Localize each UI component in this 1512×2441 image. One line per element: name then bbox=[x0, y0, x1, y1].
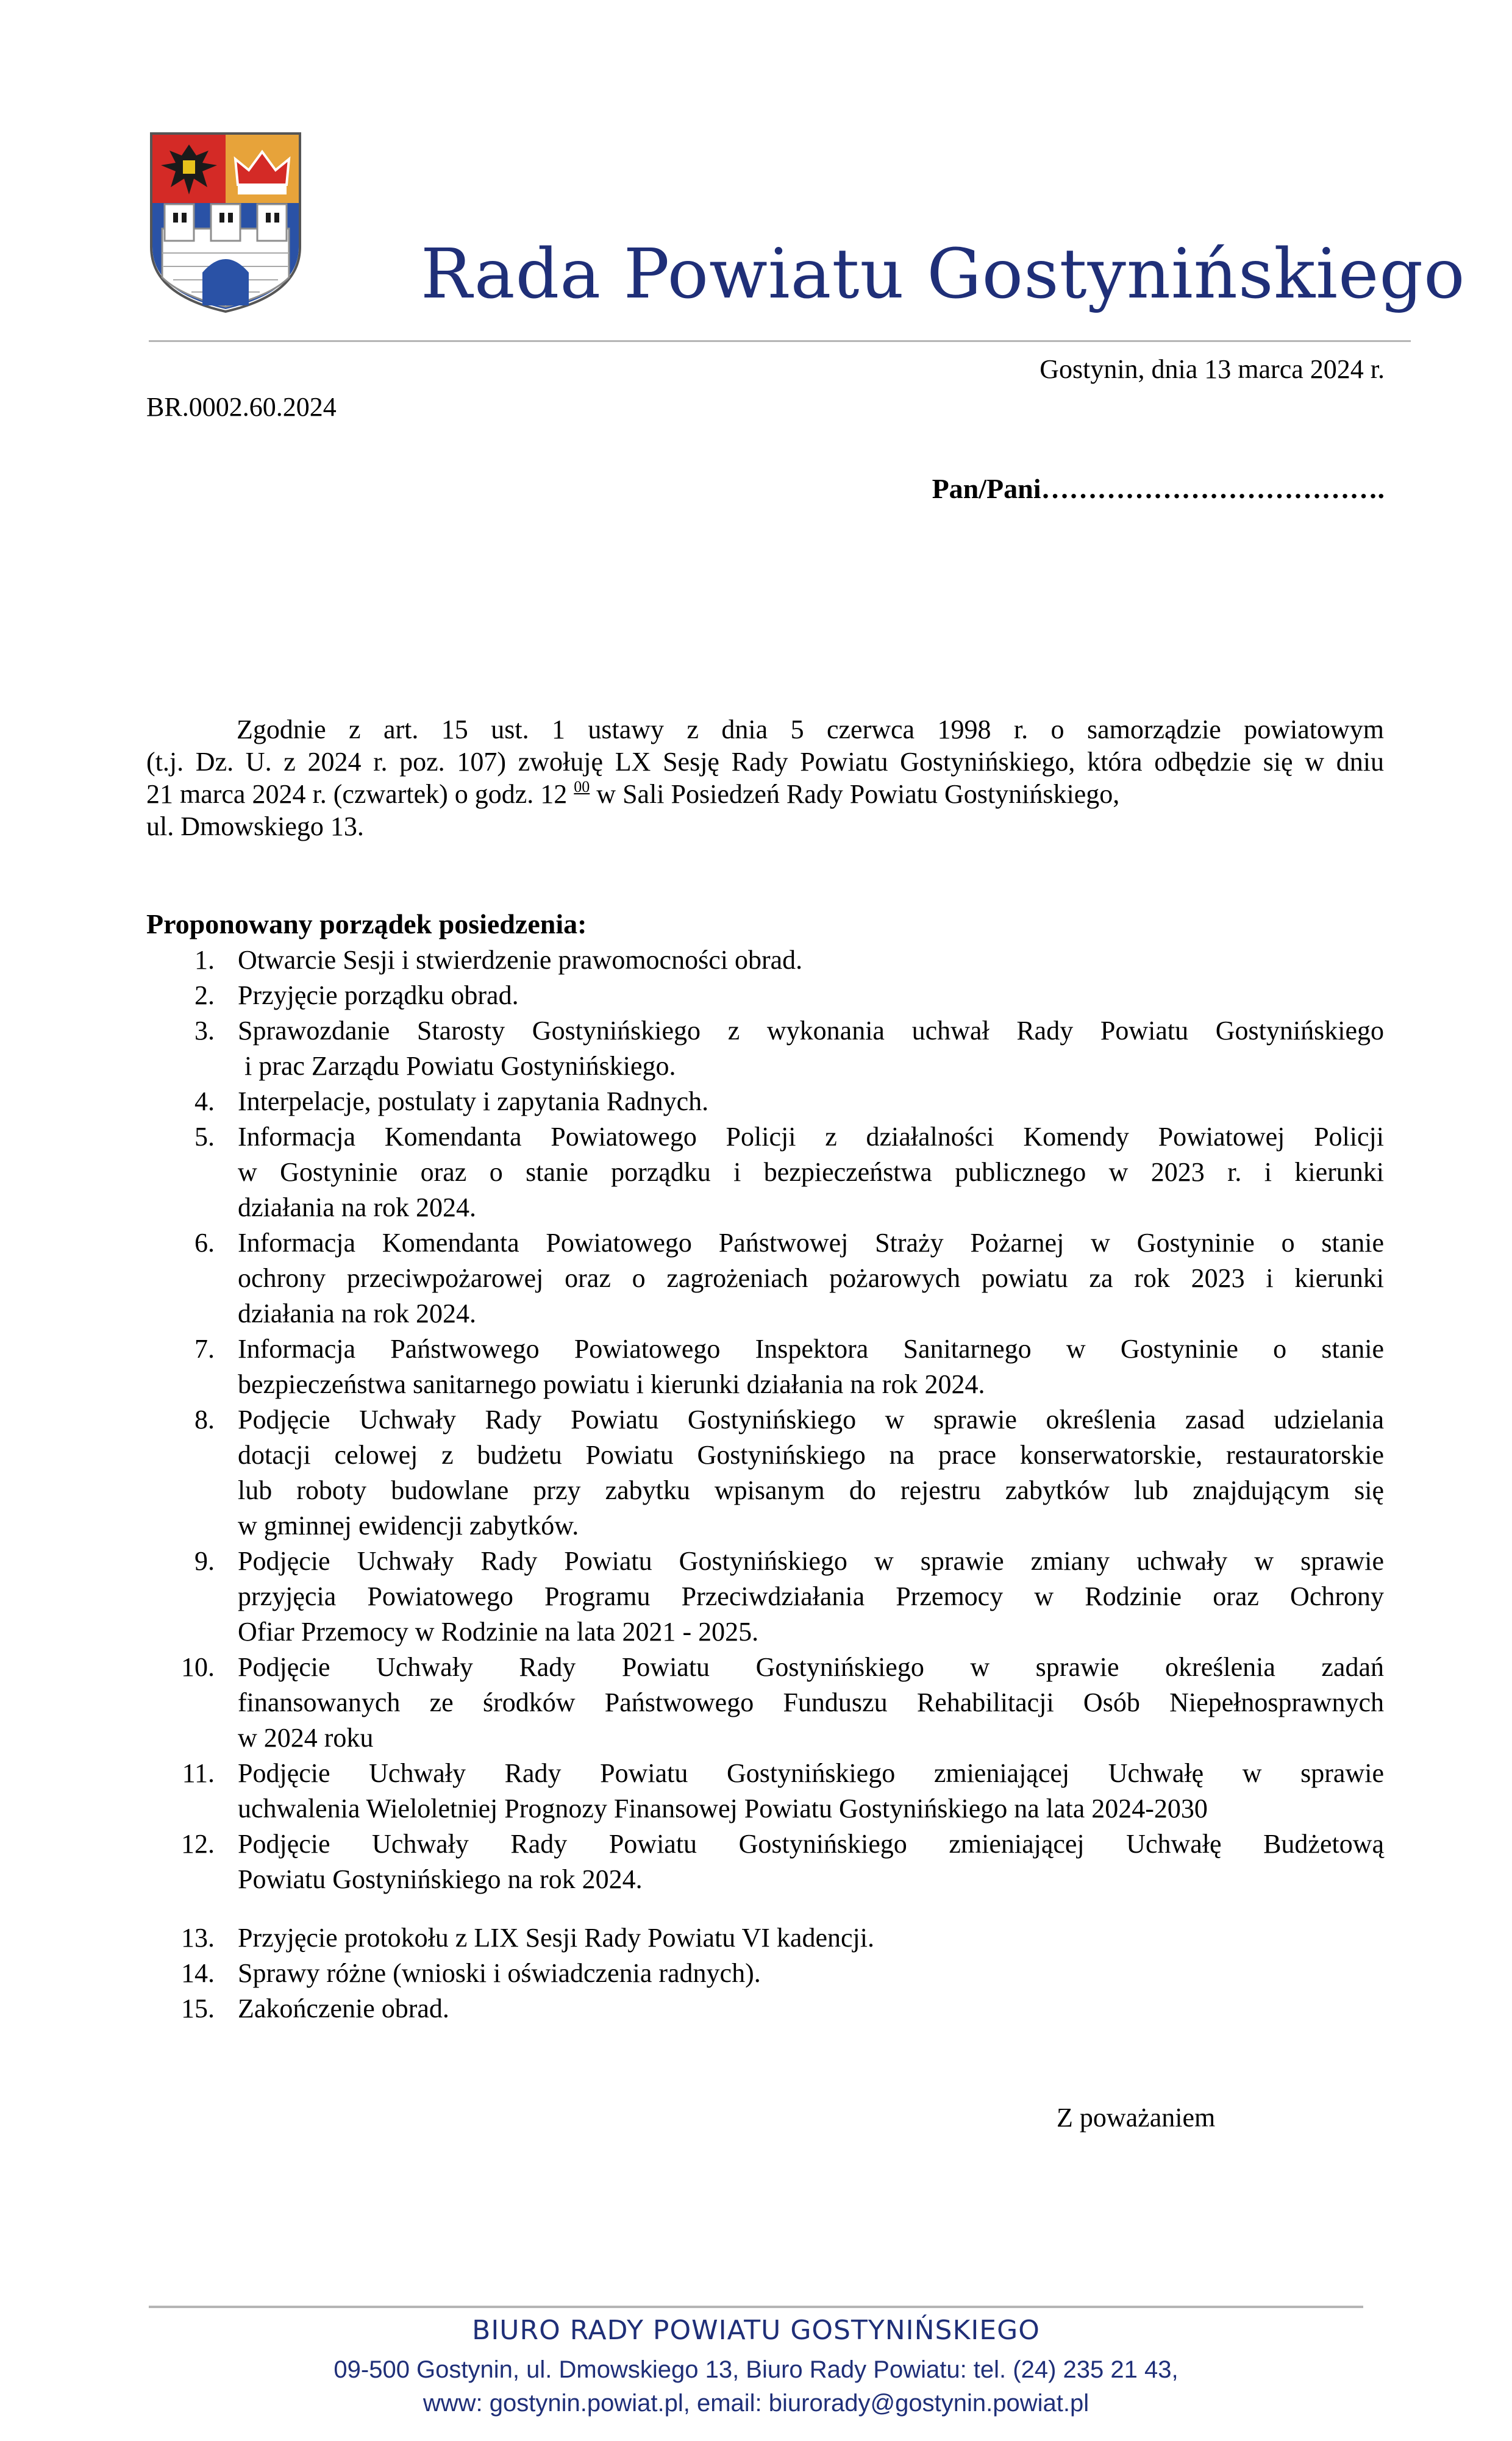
agenda-item-number: 13. bbox=[181, 1923, 215, 1953]
agenda-item-line: ochrony przeciwpożarowej oraz o zagrożeniach pożarowych powiatu za rok 2023 i kierunki bbox=[238, 1263, 1384, 1293]
agenda-item-line: Podjęcie Uchwały Rady Powiatu Gostynińskiego w sprawie określenia zadań bbox=[238, 1652, 1384, 1682]
agenda-item-line: Podjęcie Uchwały Rady Powiatu Gostynińskiego w sprawie określenia zasad udzielania bbox=[238, 1405, 1384, 1434]
agenda-item-number: 4. bbox=[194, 1086, 215, 1116]
agenda-gap bbox=[146, 1897, 1384, 1920]
agenda-item-number: 11. bbox=[182, 1758, 215, 1788]
agenda-item bbox=[146, 1331, 1384, 1402]
agenda-item-number: 7. bbox=[194, 1334, 215, 1364]
intro-paragraph bbox=[146, 713, 1384, 843]
agenda-item-line: Ofiar Przemocy w Rodzinie na lata 2021 - 2025. bbox=[238, 1617, 759, 1647]
footer-divider bbox=[149, 2306, 1363, 2308]
agenda-item bbox=[146, 1013, 1384, 1084]
footer-contact: www: gostynin.powiat.pl, email: biurorady@gostynin.powiat.pl bbox=[423, 2390, 1089, 2417]
agenda-item-number: 9. bbox=[194, 1546, 215, 1576]
agenda-item bbox=[146, 1544, 1384, 1650]
agenda-item-line: Podjęcie Uchwały Rady Powiatu Gostynińskiego zmieniającej Uchwałę w sprawie bbox=[238, 1758, 1384, 1788]
intro-line-text: w Sali Posiedzeń Rady Powiatu Gostynińskiego, bbox=[590, 779, 1120, 809]
agenda-item-number: 6. bbox=[194, 1228, 215, 1258]
agenda-item-line: Powiatu Gostynińskiego na rok 2024. bbox=[238, 1864, 643, 1894]
agenda-item-line: Sprawozdanie Starosty Gostynińskiego z wykonania uchwał Rady Powiatu Gostynińskiego bbox=[238, 1016, 1384, 1046]
agenda-item-line: Sprawy różne (wnioski i oświadczenia radnych). bbox=[238, 1958, 761, 1988]
agenda-item-line: Informacja Komendanta Powiatowego Państwowej Straży Pożarnej w Gostyninie o stanie bbox=[238, 1228, 1384, 1258]
agenda-item-line: Interpelacje, postulaty i zapytania Radnych. bbox=[238, 1086, 709, 1116]
agenda-item-line: przyjęcia Powiatowego Programu Przeciwdziałania Przemocy w Rodzinie oraz Ochrony bbox=[238, 1581, 1384, 1611]
reference-number: BR.0002.60.2024 bbox=[146, 392, 337, 422]
recipient-line: Pan/Pani………………………………. bbox=[932, 473, 1385, 504]
agenda-item-line: uchwalenia Wieloletniej Prognozy Finansowej Powiatu Gostynińskiego na lata 2024-2030 bbox=[238, 1794, 1208, 1823]
agenda-item-line: w Gostyninie oraz o stanie porządku i bezpieczeństwa publicznego w 2023 r. i kierunki bbox=[238, 1157, 1384, 1187]
agenda-title: Proponowany porządek posiedzenia: bbox=[146, 908, 587, 939]
footer-address: 09-500 Gostynin, ul. Dmowskiego 13, Biuro Rady Powiatu: tel. (24) 235 21 43, bbox=[333, 2356, 1179, 2383]
agenda-item-number: 5. bbox=[194, 1122, 215, 1152]
intro-line bbox=[146, 778, 1384, 810]
intro-line: ul. Dmowskiego 13. bbox=[146, 811, 364, 841]
agenda-item bbox=[146, 1756, 1384, 1826]
coat-of-arms-logo bbox=[149, 131, 302, 314]
agenda-item-number: 3. bbox=[194, 1016, 215, 1046]
agenda-item-line: dotacji celowej z budżetu Powiatu Gostynińskiego na prace konserwatorskie, restauratorskie bbox=[238, 1440, 1384, 1470]
agenda-item-number: 15. bbox=[181, 1994, 215, 2023]
agenda-item-line: Podjęcie Uchwały Rady Powiatu Gostynińskiego zmieniającej Uchwałę Budżetową bbox=[238, 1829, 1384, 1859]
hour-superscript: 00 bbox=[574, 778, 590, 796]
agenda-item-number: 8. bbox=[194, 1405, 215, 1434]
agenda-item-line: w 2024 roku bbox=[238, 1723, 374, 1753]
agenda-item bbox=[146, 943, 1384, 978]
council-name-heading: Rada Powiatu Gostynińskiego bbox=[421, 235, 1466, 314]
agenda-list bbox=[146, 943, 1384, 2026]
agenda-item bbox=[146, 1084, 1384, 1119]
intro-line: (t.j. Dz. U. z 2024 r. poz. 107) zwołuję LX Sesję Rady Powiatu Gostynińskiego, która odbędzie się w dniu bbox=[146, 747, 1384, 777]
agenda-item-line: w gminnej ewidencji zabytków. bbox=[238, 1511, 579, 1541]
agenda-item bbox=[146, 1920, 1384, 1956]
agenda-item-line: Zakończenie obrad. bbox=[238, 1994, 449, 2023]
agenda-item bbox=[146, 1650, 1384, 1756]
agenda-item-number: 10. bbox=[181, 1652, 215, 1682]
agenda-item-line: Podjęcie Uchwały Rady Powiatu Gostynińskiego w sprawie zmiany uchwały w sprawie bbox=[238, 1546, 1384, 1576]
agenda-item-line: Przyjęcie protokołu z LIX Sesji Rady Powiatu VI kadencji. bbox=[238, 1923, 874, 1953]
agenda-item bbox=[146, 1956, 1384, 1991]
agenda-item-line: Informacja Państwowego Powiatowego Inspektora Sanitarnego w Gostyninie o stanie bbox=[238, 1334, 1384, 1364]
agenda-item-line: działania na rok 2024. bbox=[238, 1299, 476, 1328]
closing-salutation: Z poważaniem bbox=[1057, 2103, 1216, 2133]
agenda-item-number: 12. bbox=[181, 1829, 215, 1859]
agenda-item bbox=[146, 1991, 1384, 2026]
agenda-item-line: działania na rok 2024. bbox=[238, 1192, 476, 1222]
header-divider bbox=[149, 340, 1411, 342]
agenda-item-line: bezpieczeństwa sanitarnego powiatu i kierunki działania na rok 2024. bbox=[238, 1369, 985, 1399]
agenda-item bbox=[146, 1119, 1384, 1225]
agenda-item bbox=[146, 1826, 1384, 1897]
footer-title: BIURO RADY POWIATU GOSTYNIŃSKIEGO bbox=[472, 2315, 1040, 2346]
intro-line-text: 21 marca 2024 r. (czwartek) o godz. 12 bbox=[146, 779, 568, 809]
agenda-item-number: 1. bbox=[194, 945, 215, 975]
agenda-item-line: i prac Zarządu Powiatu Gostynińskiego. bbox=[238, 1051, 676, 1081]
agenda-item bbox=[146, 1402, 1384, 1544]
agenda-item-line: Otwarcie Sesji i stwierdzenie prawomocności obrad. bbox=[238, 945, 803, 975]
agenda-item bbox=[146, 978, 1384, 1013]
agenda-item bbox=[146, 1225, 1384, 1331]
agenda-item-number: 14. bbox=[181, 1958, 215, 1988]
intro-line: Zgodnie z art. 15 ust. 1 ustawy z dnia 5 czerwca 1998 r. o samorządzie powiatowym bbox=[237, 714, 1384, 744]
agenda-item-number: 2. bbox=[194, 980, 215, 1010]
agenda-item-line: Przyjęcie porządku obrad. bbox=[238, 980, 519, 1010]
letter-date: Gostynin, dnia 13 marca 2024 r. bbox=[1040, 354, 1385, 384]
agenda-item-line: Informacja Komendanta Powiatowego Policji z działalności Komendy Powiatowej Policji bbox=[238, 1122, 1384, 1152]
agenda-item-line: lub roboty budowlane przy zabytku wpisanym do rejestru zabytków lub znajdującym się bbox=[238, 1475, 1384, 1505]
agenda-item-line: finansowanych ze środków Państwowego Funduszu Rehabilitacji Osób Niepełnosprawnych bbox=[238, 1687, 1384, 1717]
